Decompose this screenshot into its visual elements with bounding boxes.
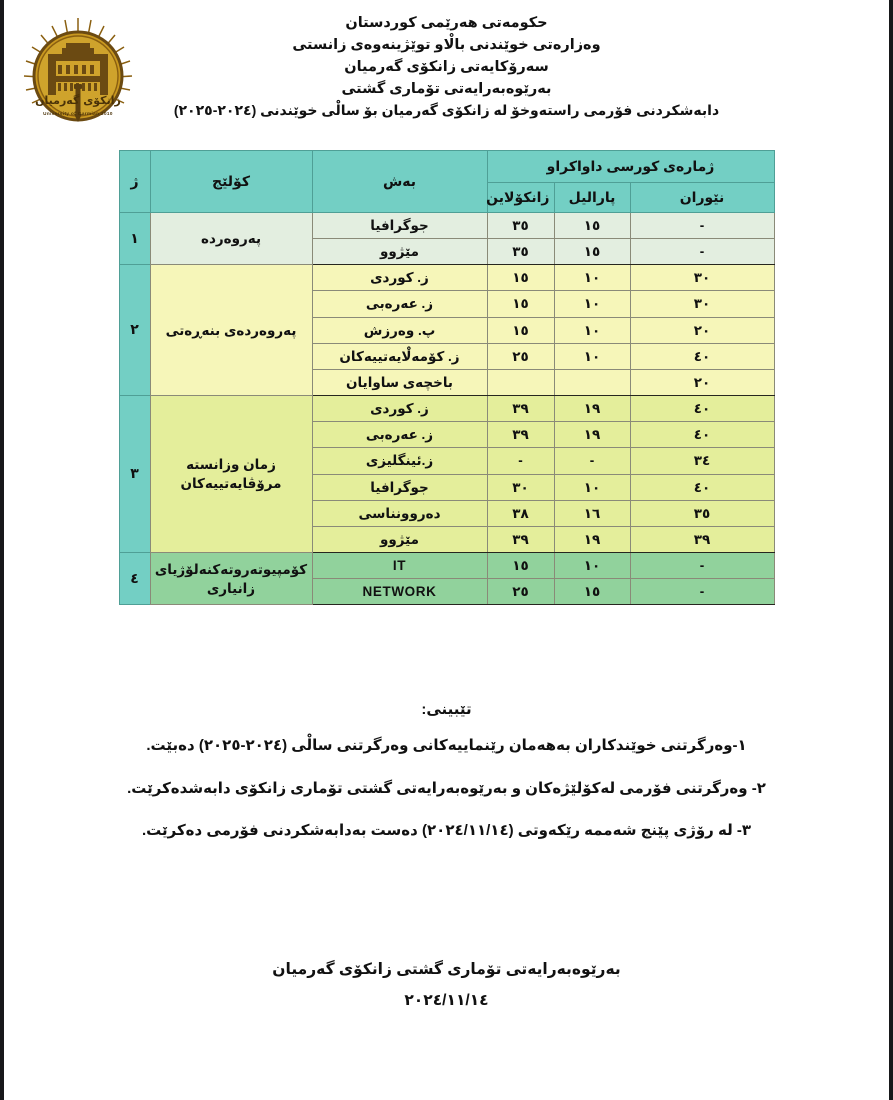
cell-college: زمان وزانستە مرۆڤايەتييەکان <box>150 396 312 553</box>
header-row-number: ژ <box>119 151 150 213</box>
cell-department: ز. عەرەبی <box>312 422 487 448</box>
cell-row-number: ١ <box>119 213 150 265</box>
university-seal-logo <box>18 10 138 134</box>
cell-parallel-seats: ١٠ <box>554 265 630 291</box>
signature-block <box>4 960 889 1010</box>
cell-morning-seats: ٣٩ <box>487 396 554 422</box>
cell-department: پ. وەرزش <box>312 317 487 343</box>
seal-wordmark-english: University of Garmian 2010 <box>43 111 113 116</box>
header-line-1: حکومەتی هەرێمی کوردستان <box>345 15 548 31</box>
cell-morning-seats: ٣٥ <box>487 239 554 265</box>
cell-parallel-seats: ١٠ <box>554 553 630 579</box>
document-header <box>4 0 889 142</box>
cell-row-number: ٢ <box>119 265 150 396</box>
header-line-4: بەرێوەبەرايەتی تۆماری گشتی <box>341 81 552 98</box>
cell-new-seats: - <box>630 239 774 265</box>
seal-wordmark-kurdish: زانكۆی گەرميان <box>35 94 121 107</box>
header-line-3: سەرۆکایەتی زانکۆی گەرميان <box>344 59 549 76</box>
cell-new-seats: ٣٠ <box>630 291 774 317</box>
cell-new-seats: ٣٤ <box>630 448 774 474</box>
cell-new-seats: ٤٠ <box>630 343 774 369</box>
table-body <box>119 213 774 605</box>
cell-college: کۆمپيوتەروتەکنەلۆژيای زانياری <box>150 553 312 605</box>
header-new: نێوران <box>630 183 774 213</box>
cell-parallel-seats: ١٦ <box>554 500 630 526</box>
cell-department: ز.ئينگليزی <box>312 448 487 474</box>
cell-department: مێژوو <box>312 526 487 552</box>
cell-new-seats: - <box>630 579 774 605</box>
cell-morning-seats: ٣٩ <box>487 526 554 552</box>
table-row <box>119 213 774 239</box>
cell-parallel-seats: ١٠ <box>554 317 630 343</box>
cell-morning-seats: ١٥ <box>487 553 554 579</box>
header-parallel: پاراليل <box>554 183 630 213</box>
cell-morning-seats: ٣٥ <box>487 213 554 239</box>
cell-row-number: ٣ <box>119 396 150 553</box>
cell-parallel-seats: ١٩ <box>554 422 630 448</box>
cell-morning-seats: ١٥ <box>487 291 554 317</box>
header-text-block <box>144 12 749 121</box>
cell-row-number: ٤ <box>119 553 150 605</box>
cell-parallel-seats: ١٠ <box>554 291 630 317</box>
cell-parallel-seats: ١٥ <box>554 579 630 605</box>
header-college: کۆلێج <box>150 151 312 213</box>
header-morning: زانکۆلاین <box>487 183 554 213</box>
cell-parallel-seats: - <box>554 448 630 474</box>
table-row <box>119 553 774 579</box>
cell-department: دەروونناسی <box>312 500 487 526</box>
cell-college: پەروەردەی بنەڕەتی <box>150 265 312 396</box>
cell-parallel-seats: ١٩ <box>554 526 630 552</box>
cell-new-seats: ٤٠ <box>630 396 774 422</box>
cell-morning-seats: ٢٥ <box>487 343 554 369</box>
table-header-row-top <box>119 151 774 183</box>
cell-parallel-seats: ١٥ <box>554 239 630 265</box>
cell-new-seats: - <box>630 553 774 579</box>
cell-new-seats: - <box>630 213 774 239</box>
header-seats-requested: ژمارەی کورسی داواکراو <box>487 151 774 183</box>
table-row <box>119 265 774 291</box>
note-item: ٢- وەرگرتنی فۆرمی لەکۆلێژەکان و بەرێوەبەرايەتی گشتی تۆماری زانکۆی دابەشدەکرێت. <box>127 779 766 797</box>
cell-new-seats: ٣٠ <box>630 265 774 291</box>
cell-morning-seats: ١٥ <box>487 317 554 343</box>
cell-parallel-seats: ١٥ <box>554 213 630 239</box>
cell-new-seats: ٤٠ <box>630 474 774 500</box>
table-row <box>119 396 774 422</box>
cell-department: جوگرافيا <box>312 213 487 239</box>
cell-parallel-seats: ١٠ <box>554 343 630 369</box>
cell-new-seats: ٣٩ <box>630 526 774 552</box>
cell-parallel-seats: ١٠ <box>554 474 630 500</box>
header-department: بەش <box>312 151 487 213</box>
page-edge-right <box>889 0 893 1100</box>
allocation-table-zone <box>4 150 889 605</box>
notes-title: تێبينی: <box>421 701 472 718</box>
cell-new-seats: ٣٥ <box>630 500 774 526</box>
notes-section <box>4 700 889 863</box>
cell-morning-seats: - <box>487 448 554 474</box>
cell-morning-seats: ٣٠ <box>487 474 554 500</box>
table-head <box>119 151 774 213</box>
note-item: ٣- لە رۆژی پێنج شەممە رێکەوتی (٢٠٢٤/١١/١٤) دەست بەدابەشکردنی فۆرمی دەکرێت. <box>141 822 752 839</box>
cell-department: ز. عەرەبی <box>312 291 487 317</box>
notes-list <box>4 735 889 843</box>
cell-morning-seats <box>487 369 554 395</box>
cell-department: جوگرافيا <box>312 474 487 500</box>
cell-department: مێژوو <box>312 239 487 265</box>
cell-department: ز. کوردی <box>312 265 487 291</box>
header-line-2: وەزارەتی خوێندنی بالْاو توێژینەوەی زانستی <box>292 37 601 54</box>
cell-parallel-seats: ١٩ <box>554 396 630 422</box>
cell-morning-seats: ٣٨ <box>487 500 554 526</box>
signature-authority: بەرێوەبەرايەتی تۆماری گشتی زانکۆی گەرميان <box>272 961 621 978</box>
cell-parallel-seats <box>554 369 630 395</box>
seat-allocation-table <box>119 150 775 605</box>
cell-department: IT <box>312 553 487 579</box>
cell-new-seats: ٢٠ <box>630 369 774 395</box>
cell-morning-seats: ٣٩ <box>487 422 554 448</box>
cell-morning-seats: ٢٥ <box>487 579 554 605</box>
cell-department: باخچەی ساوايان <box>312 369 487 395</box>
cell-college: پەروەردە <box>150 213 312 265</box>
document-sheet <box>4 0 889 1100</box>
signature-date: ٢٠٢٤/١١/١٤ <box>404 992 489 1009</box>
cell-department: ز. کۆمەلْايەتييەکان <box>312 343 487 369</box>
note-item: ١-وەرگرتنی خوێندکاران بەهەمان رێنماييەکانی وەرگرتنی سالْی (٢٠٢٤-٢٠٢٥) دەبێت. <box>146 737 747 754</box>
cell-new-seats: ٤٠ <box>630 422 774 448</box>
cell-department: NETWORK <box>312 579 487 605</box>
cell-morning-seats: ١٥ <box>487 265 554 291</box>
header-line-5: دابەشکردنی فۆرمی راستەوخۆ لە زانکۆی گەرميان بۆ سالْی خوێندنی (٢٠٢٤-٢٠٢٥) <box>173 102 720 119</box>
cell-new-seats: ٢٠ <box>630 317 774 343</box>
cell-department: ز. کوردی <box>312 396 487 422</box>
